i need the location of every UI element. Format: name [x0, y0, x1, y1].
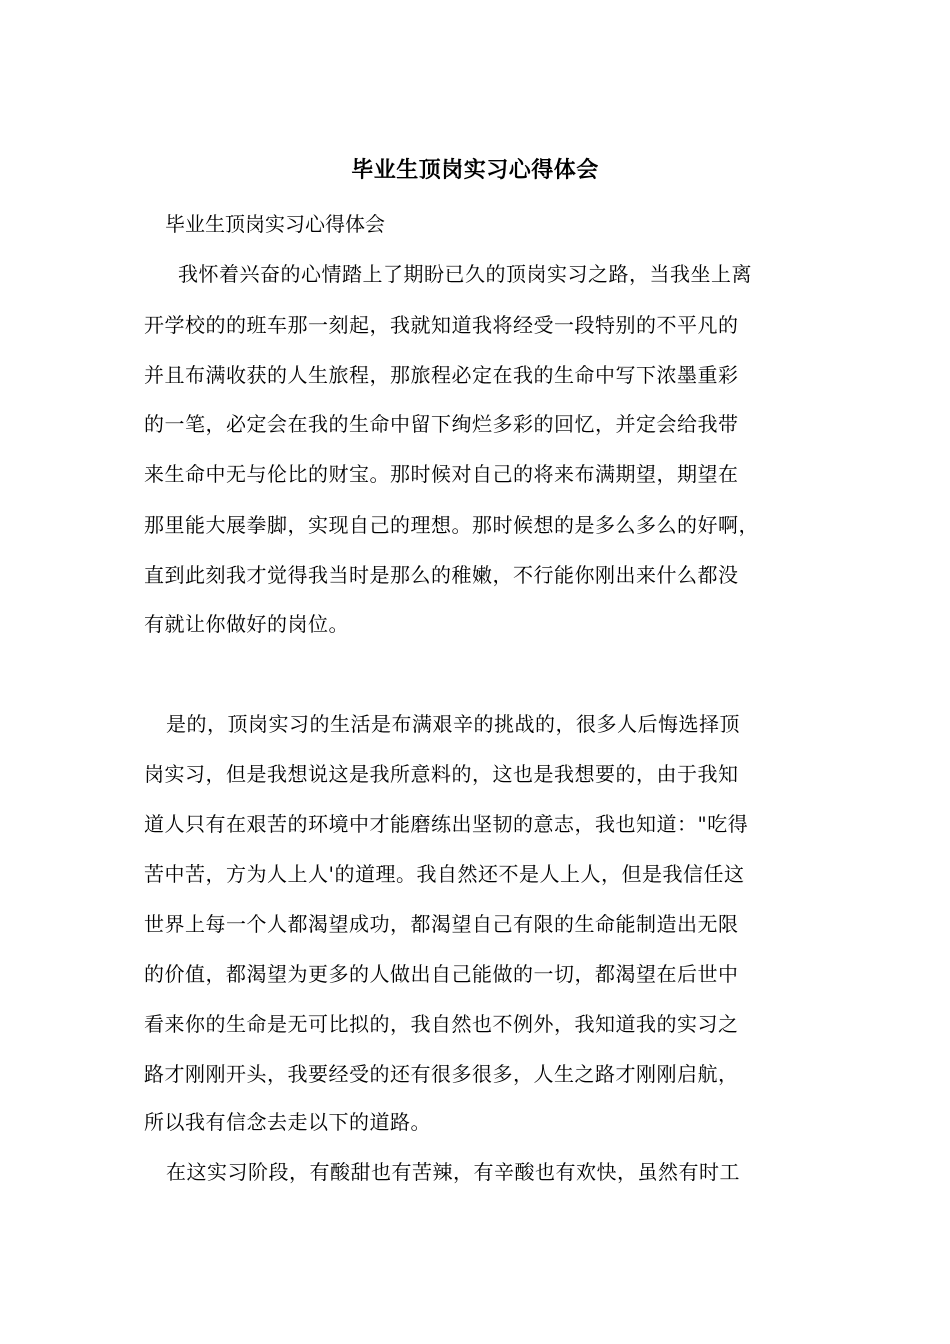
paragraph-1-line-4: 的一笔，必定会在我的生命中留下绚烂多彩的回忆，并定会给我带: [144, 412, 739, 436]
paragraph-1-line-7: 直到此刻我才觉得我当时是那么的稚嫩，不行能你刚出来什么都没: [144, 563, 739, 587]
paragraph-1-line-1: 我怀着兴奋的心情踏上了期盼已久的顶岗实习之路，当我坐上离: [178, 262, 752, 286]
paragraph-3-line-1: 在这实习阶段，有酸甜也有苦辣，有辛酸也有欢快，虽然有时工: [166, 1160, 740, 1184]
paragraph-2-line-2: 岗实习，但是我想说这是我所意料的，这也是我想要的，由于我知: [144, 762, 739, 786]
paragraph-2-line-5: 世界上每一个人都渴望成功，都渴望自己有限的生命能制造出无限: [144, 912, 739, 936]
paragraph-2-line-4: 苦中苦，方为人上人'的道理。我自然还不是人上人，但是我信任这: [144, 862, 745, 886]
paragraph-1-line-6: 那里能大展拳脚，实现自己的理想。那时候想的是多么多么的好啊，: [144, 513, 759, 537]
paragraph-1-line-8: 有就让你做好的岗位。: [144, 612, 349, 636]
paragraph-2-line-3: 道人只有在艰苦的环境中才能磨练出坚韧的意志，我也知道："吃得: [144, 812, 749, 836]
paragraph-1-line-3: 并且布满收获的人生旅程，那旅程必定在我的生命中写下浓墨重彩: [144, 363, 739, 387]
paragraph-2-line-8: 路才刚刚开头，我要经受的还有很多很多，人生之路才刚刚启航，: [144, 1062, 739, 1086]
paragraph-1-line-5: 来生命中无与伦比的财宝。那时候对自己的将来布满期望，期望在: [144, 462, 739, 486]
document-title: 毕业生顶岗实习心得体会: [351, 157, 599, 183]
paragraph-1-line-2: 开学校的的班车那一刻起，我就知道我将经受一段特别的不平凡的: [144, 313, 739, 337]
document-subtitle: 毕业生顶岗实习心得体会: [165, 212, 385, 236]
paragraph-2-line-9: 所以我有信念去走以下的道路。: [144, 1110, 431, 1134]
paragraph-2-line-7: 看来你的生命是无可比拟的，我自然也不例外，我知道我的实习之: [144, 1012, 739, 1036]
paragraph-2-line-6: 的价值，都渴望为更多的人做出自己能做的一切，都渴望在后世中: [144, 962, 739, 986]
paragraph-2-line-1: 是的，顶岗实习的生活是布满艰辛的挑战的，很多人后悔选择顶: [166, 712, 740, 736]
